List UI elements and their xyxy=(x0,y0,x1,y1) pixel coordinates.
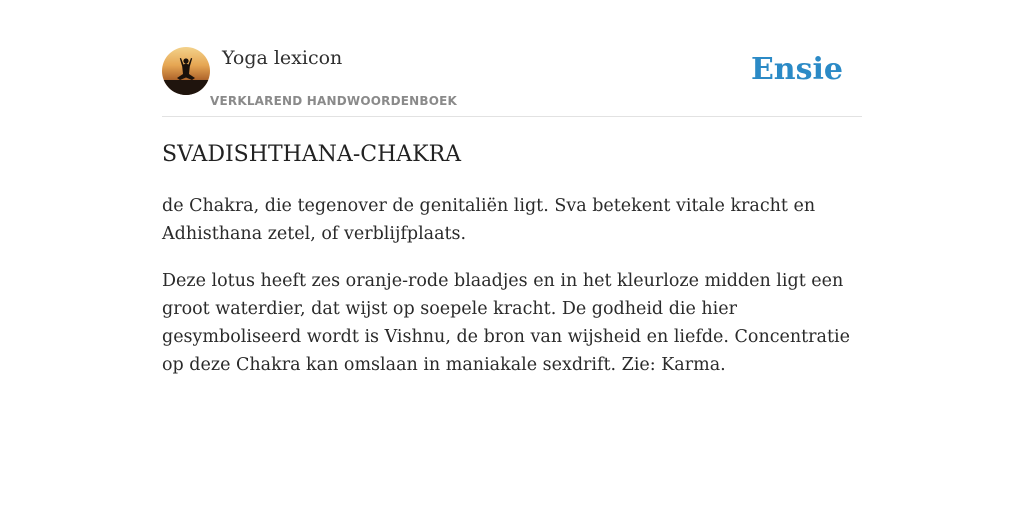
site-subtitle: VERKLAREND HANDWOORDENBOEK xyxy=(210,94,458,108)
entry-paragraph: de Chakra, die tegenover de genitaliën ligt. Sva betekent vitale kracht en Adhisthana zetel, of verblijfplaats. xyxy=(162,196,816,244)
entry-paragraph: Deze lotus heeft zes oranje-rode blaadjes en in het kleurloze midden ligt een groot waterdier, dat wijst op soepele kracht. De godheid die hier gesymboliseerd wordt is Vishnu, de bron van wijsheid en liefde. Concentratie op deze Chakra kan omslaan in maniakale sexdrift. Zie: Karma. xyxy=(162,271,850,375)
lexicon-avatar[interactable] xyxy=(162,47,210,95)
meditation-silhouette-icon xyxy=(162,47,210,95)
ensie-logo-link[interactable]: Ensie xyxy=(750,52,843,87)
entry-content xyxy=(162,192,862,398)
header xyxy=(162,46,862,117)
site-name[interactable]: Yoga lexicon xyxy=(222,47,343,69)
entry-title: SVADISHTHANA-CHAKRA xyxy=(162,142,462,167)
